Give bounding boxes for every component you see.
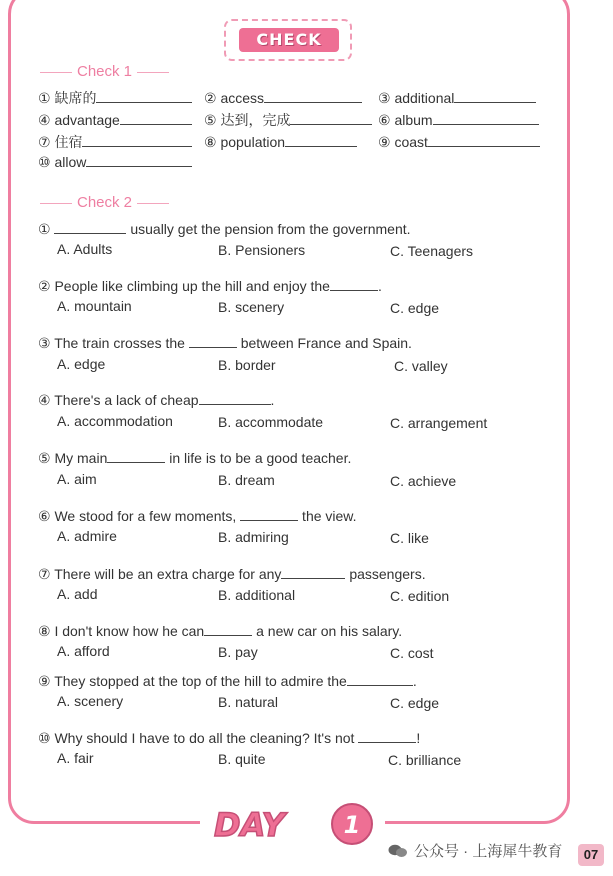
check1-item: ⑦ 住宿 xyxy=(38,132,192,150)
check2-heading: Check 2 xyxy=(40,193,169,213)
question-text: ⑧ I don't know how he can a new car on his salary. xyxy=(38,623,403,639)
check1-item: ④ advantage xyxy=(38,110,192,128)
question-text: ② People like climbing up the hill and enjoy the . xyxy=(38,278,382,294)
option: C. arrangement xyxy=(390,415,488,431)
option: B. dream xyxy=(218,472,275,488)
option: B. accommodate xyxy=(218,414,324,430)
check-title-box xyxy=(224,19,352,61)
question-text: ⑩ Why should I have to do all the cleaning? It's not ! xyxy=(38,730,421,746)
question-text: ④ There's a lack of cheap . xyxy=(38,392,275,408)
option: A. fair xyxy=(57,750,94,766)
option: A. afford xyxy=(57,643,110,659)
option: C. edge xyxy=(390,695,440,711)
question-text: ⑥ We stood for a few moments, the view. xyxy=(38,508,357,524)
option: B. Pensioners xyxy=(218,242,306,258)
option: C. edge xyxy=(390,300,440,316)
option: B. quite xyxy=(218,751,266,767)
option: B. additional xyxy=(218,587,296,603)
day-label: DAY xyxy=(214,806,285,844)
option: A. aim xyxy=(57,471,97,487)
option: C. achieve xyxy=(390,473,457,489)
option: A. admire xyxy=(57,528,117,544)
watermark: 公众号 · 上海犀牛教育 xyxy=(388,842,562,862)
wechat-icon xyxy=(388,844,408,858)
question-text: ⑤ My main in life is to be a good teacher. xyxy=(38,450,352,466)
option: C. cost xyxy=(390,645,434,661)
question-text: ① usually get the pension from the government. xyxy=(38,221,411,237)
check1-item: ③ additional xyxy=(378,88,536,106)
option: C. edition xyxy=(390,588,450,604)
check1-item: ⑤ 达到，完成 xyxy=(204,110,372,128)
option: C. valley xyxy=(394,358,448,374)
option: C. brilliance xyxy=(388,752,462,768)
check1-heading: Check 1 xyxy=(40,62,169,82)
question-text: ⑦ There will be an extra charge for any passengers. xyxy=(38,566,426,582)
option: B. scenery xyxy=(218,299,285,315)
option: B. border xyxy=(218,357,276,373)
question-text: ⑨ They stopped at the top of the hill to admire the . xyxy=(38,673,417,689)
check1-item: ⑧ population xyxy=(204,132,357,150)
check1-item: ⑥ album xyxy=(378,110,539,128)
option: A. accommodation xyxy=(57,413,173,429)
day-banner xyxy=(200,800,385,850)
question-text: ③ The train crosses the between France and Spain. xyxy=(38,335,412,351)
option: B. natural xyxy=(218,694,278,710)
check1-item: ① 缺席的 xyxy=(38,88,192,106)
option: C. like xyxy=(390,530,429,546)
check1-item: ⑩ allow xyxy=(38,152,192,170)
option: A. edge xyxy=(57,356,106,372)
option: A. mountain xyxy=(57,298,132,314)
check1-item: ⑨ coast xyxy=(378,132,540,150)
page-number: 07 xyxy=(578,844,604,866)
option: B. admiring xyxy=(218,529,289,545)
option: C. Teenagers xyxy=(390,243,474,259)
option: A. add xyxy=(57,586,98,602)
option: A. scenery xyxy=(57,693,124,709)
option: B. pay xyxy=(218,644,258,660)
day-number: 1 xyxy=(343,811,361,839)
option: A. Adults xyxy=(57,241,113,257)
check1-item: ② access xyxy=(204,88,362,106)
check-title: CHECK xyxy=(239,28,339,52)
